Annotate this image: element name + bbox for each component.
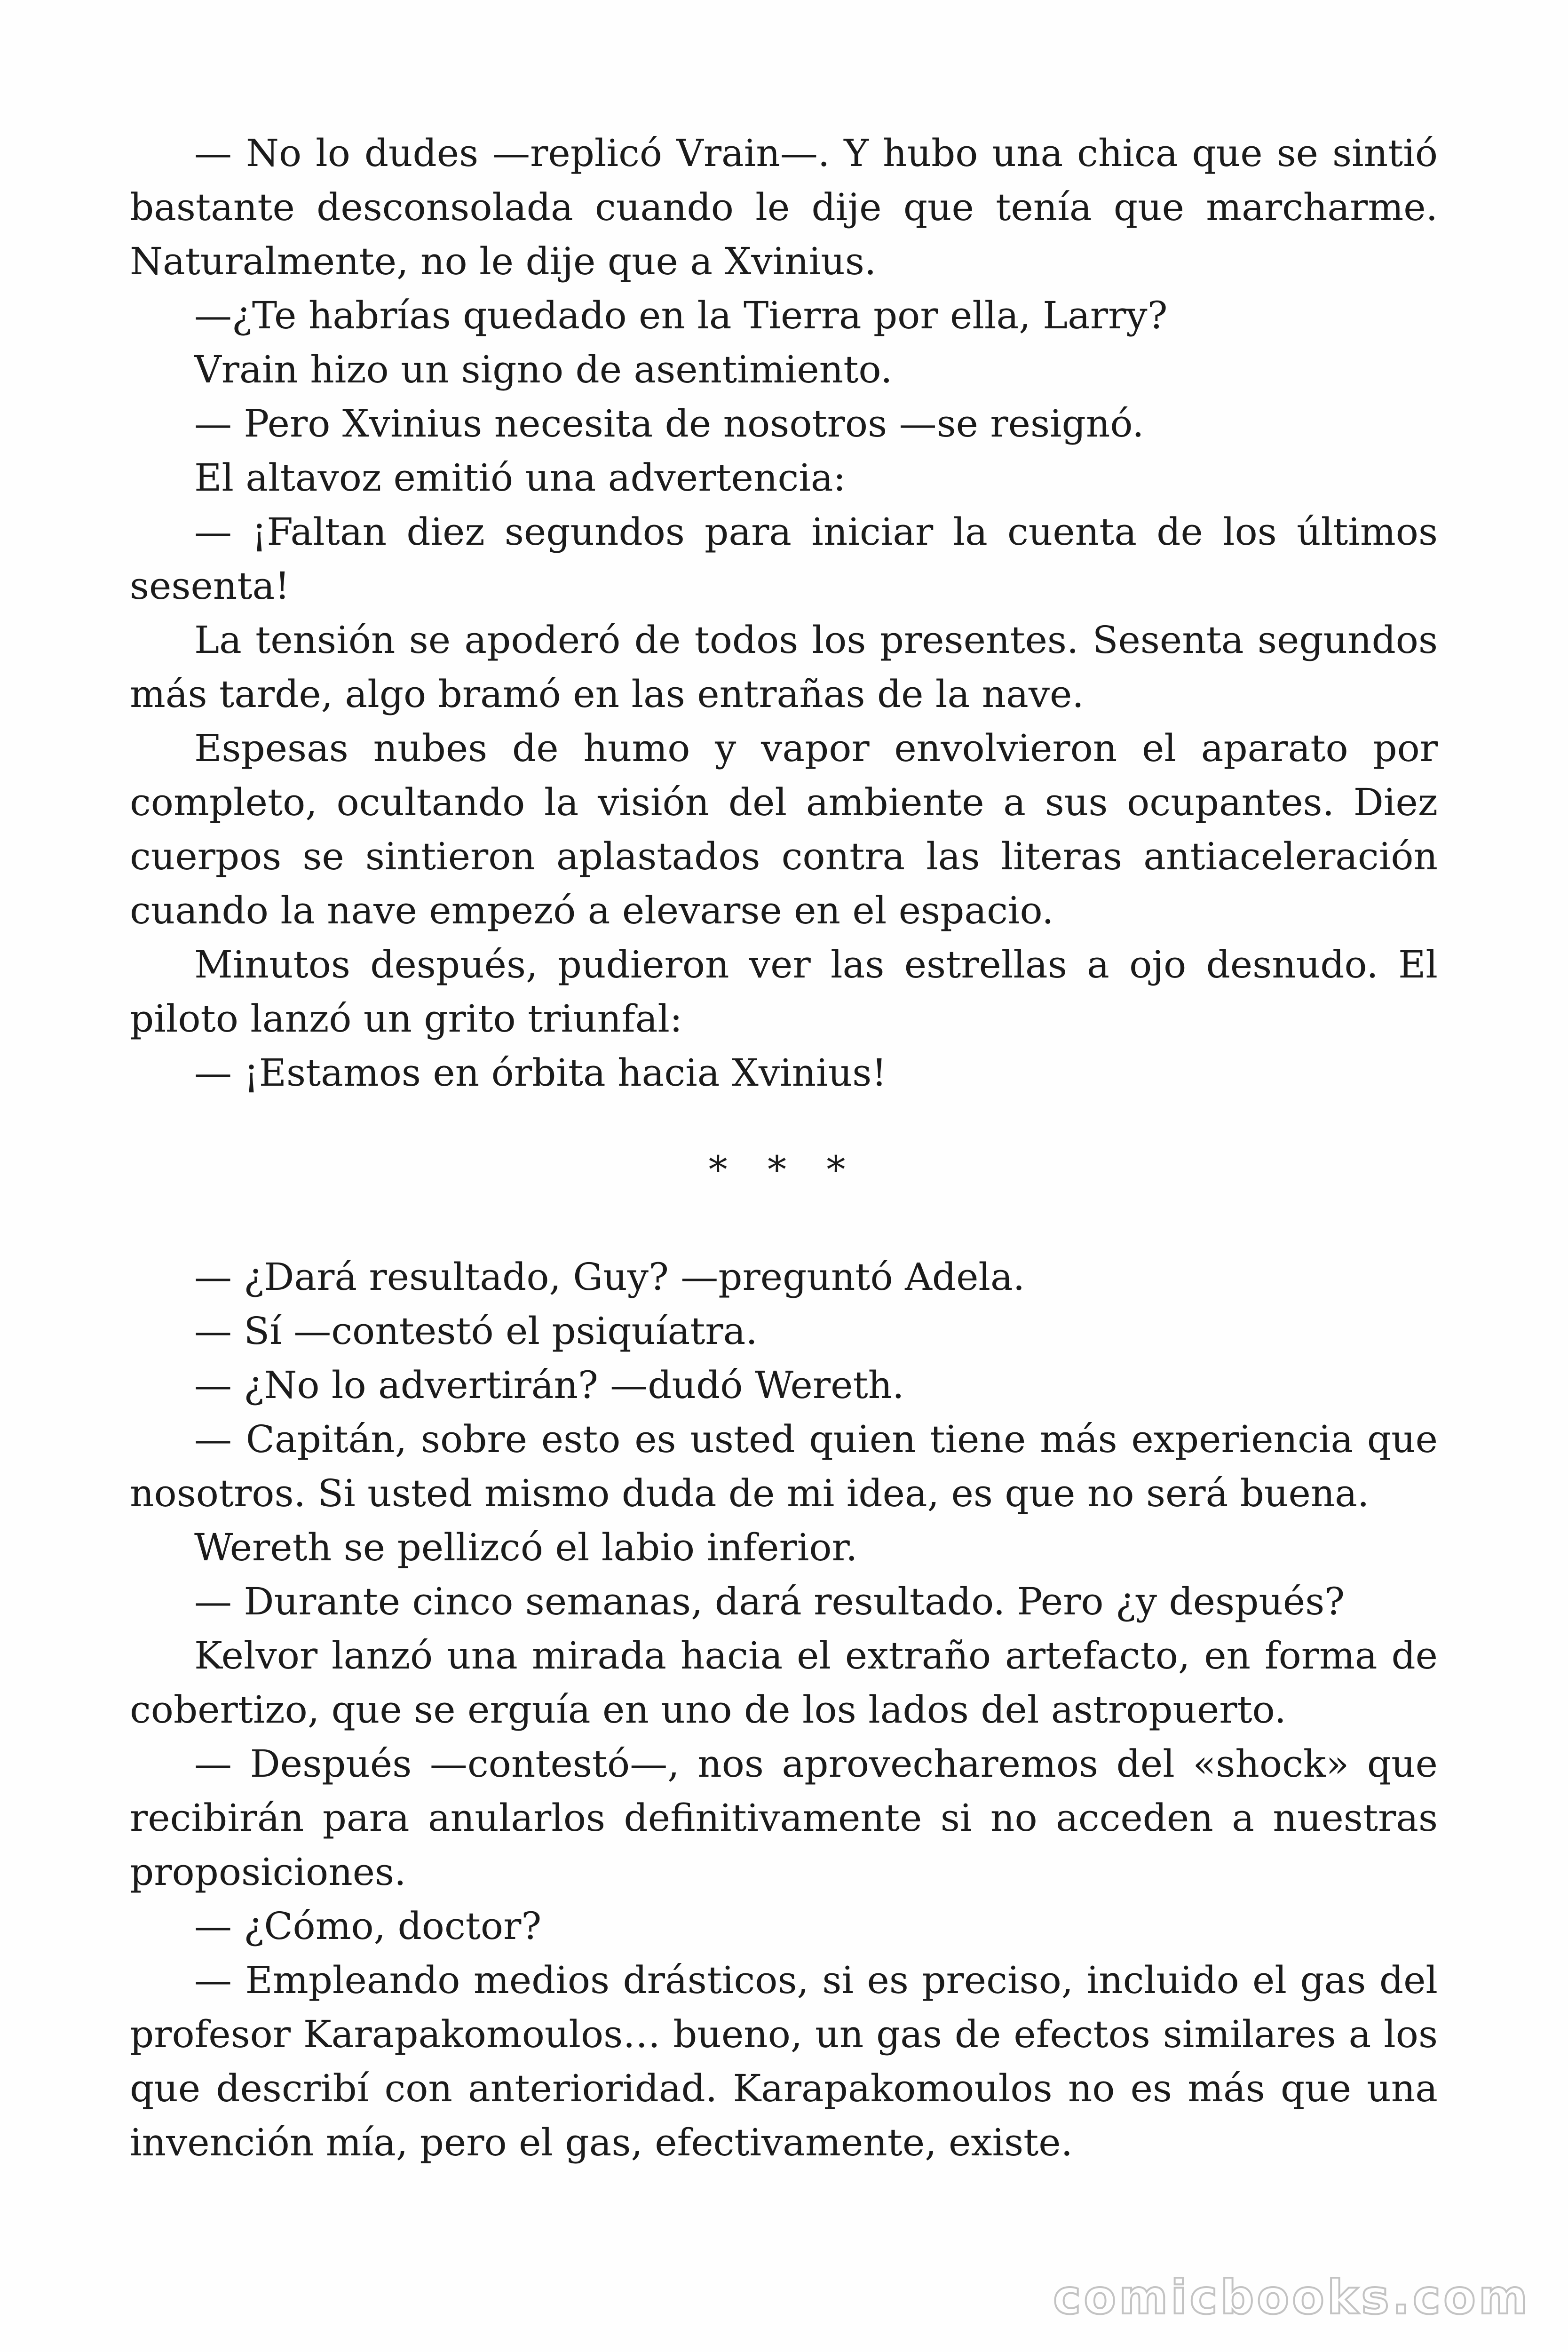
paragraph: — ¿Cómo, doctor? (194, 1904, 542, 1948)
paragraph: — Pero Xvinius necesita de nosotros —se resignó. (194, 402, 1144, 445)
paragraph: — ¡Estamos en órbita hacia Xvinius! (194, 1051, 887, 1095)
paragraph: Vrain hizo un signo de asentimiento. (194, 348, 893, 391)
paragraph: Minutos después, pudieron ver las estrellas a ojo desnudo. El piloto lanzó un grito triunfal: (130, 943, 1438, 1041)
text-section-1 (130, 126, 1438, 1100)
text-section-2 (130, 1250, 1438, 2169)
section-separator: * * * (708, 1148, 860, 1192)
paragraph: — ¿Dará resultado, Guy? —preguntó Adela. (194, 1255, 1025, 1299)
paragraph: — Empleando medios drásticos, si es preciso, incluido el gas del profesor Karapakomoulos… bueno, un gas de efectos similares a los que describí con anterioridad. Karapakomoulos no es más que una invención mía, pero el gas, efectivamente, existe. (130, 1958, 1438, 2164)
watermark-logo: comicbooks.com (1053, 2270, 1530, 2325)
paragraph: El altavoz emitió una advertencia: (194, 456, 846, 500)
paragraph: — Sí —contestó el psiquíatra. (194, 1309, 758, 1353)
paragraph: Espesas nubes de humo y vapor envolvieron el aparato por completo, ocultando la visión del ambiente a sus ocupantes. Diez cuerpos se sintieron aplastados contra las literas antiaceleración cuando la nave empezó a elevarse en el espacio. (130, 726, 1438, 932)
paragraph: — ¿No lo advertirán? —dudó Wereth. (194, 1363, 904, 1407)
paragraph: — Después —contestó—, nos aprovecharemos del «shock» que recibirán para anularlos definitivamente si no acceden a nuestras proposiciones. (130, 1742, 1438, 1894)
paragraph: Wereth se pellizcó el labio inferior. (194, 1526, 858, 1569)
paragraph: — No lo dudes —replicó Vrain—. Y hubo una chica que se sintió bastante desconsolada cuando le dije que tenía que marcharme. Naturalmente, no le dije que a Xvinius. (130, 131, 1438, 283)
paragraph: — Durante cinco semanas, dará resultado. Pero ¿y después? (194, 1580, 1345, 1623)
paragraph: Kelvor lanzó una mirada hacia el extraño artefacto, en forma de cobertizo, que se erguía en uno de los lados del astropuerto. (130, 1634, 1438, 1732)
paragraph: La tensión se apoderó de todos los presentes. Sesenta segundos más tarde, algo bramó en las entrañas de la nave. (130, 618, 1438, 716)
paragraph: — Capitán, sobre esto es usted quien tiene más experiencia que nosotros. Si usted mismo duda de mi idea, es que no será buena. (130, 1417, 1438, 1515)
paragraph: —¿Te habrías quedado en la Tierra por ella, Larry? (194, 294, 1168, 337)
paragraph: — ¡Faltan diez segundos para iniciar la cuenta de los últimos sesenta! (130, 510, 1438, 608)
